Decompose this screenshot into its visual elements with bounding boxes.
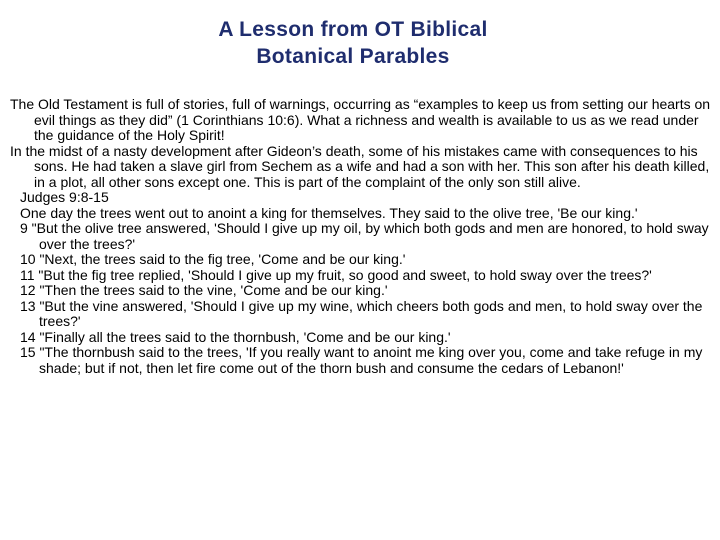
verse-15: 15 "The thornbush said to the trees, 'If you really want to anoint me king over you, come and take refuge in my shade; but if not, then let fire come out of the thorn bush and consume the cedars of Lebanon!' (20, 344, 703, 376)
verse-11: 11 "But the fig tree replied, 'Should I give up my fruit, so good and sweet, to hold sway over the trees?' (20, 266, 652, 283)
verse-9: 9 "But the olive tree answered, 'Should I give up my oil, by which both gods and men are honored, to hold sway over the trees?' (20, 220, 709, 252)
context-paragraph: In the midst of a nasty development after Gideon’s death, some of his mistakes came with consequences to his sons. He had taken a slave girl from Sechem as a wife and had a son with her. This son after his death killed, in a plot, all other sons except one. This is part of the complaint of the only son still alive. (10, 142, 710, 190)
verse-8: One day the trees went out to anoint a king for themselves. They said to the olive tree, 'Be our king.' (20, 204, 638, 221)
slide-title (0, 16, 706, 70)
title-line-2: Botanical Parables (256, 45, 450, 68)
slide-body (10, 97, 715, 376)
verse-10: 10 "Next, the trees said to the fig tree, 'Come and be our king.' (20, 251, 406, 267)
title-line-1: A Lesson from OT Biblical (218, 18, 488, 41)
scripture-reference: Judges 9:8-15 (20, 189, 109, 205)
verse-14: 14 "Finally all the trees said to the thornbush, 'Come and be our king.' (20, 328, 451, 345)
verse-13: 13 "But the vine answered, 'Should I give up my wine, which cheers both gods and men, to hold sway over the trees?' (20, 297, 703, 329)
intro-paragraph: The Old Testament is full of stories, full of warnings, occurring as “examples to keep us from setting our hearts on evil things as they did” (1 Corinthians 10:6). What a richness and wealth is available to us as we read under the guidance of the Holy Spirit! (10, 96, 711, 143)
verse-12: 12 "Then the trees said to the vine, 'Come and be our king.' (20, 282, 388, 298)
